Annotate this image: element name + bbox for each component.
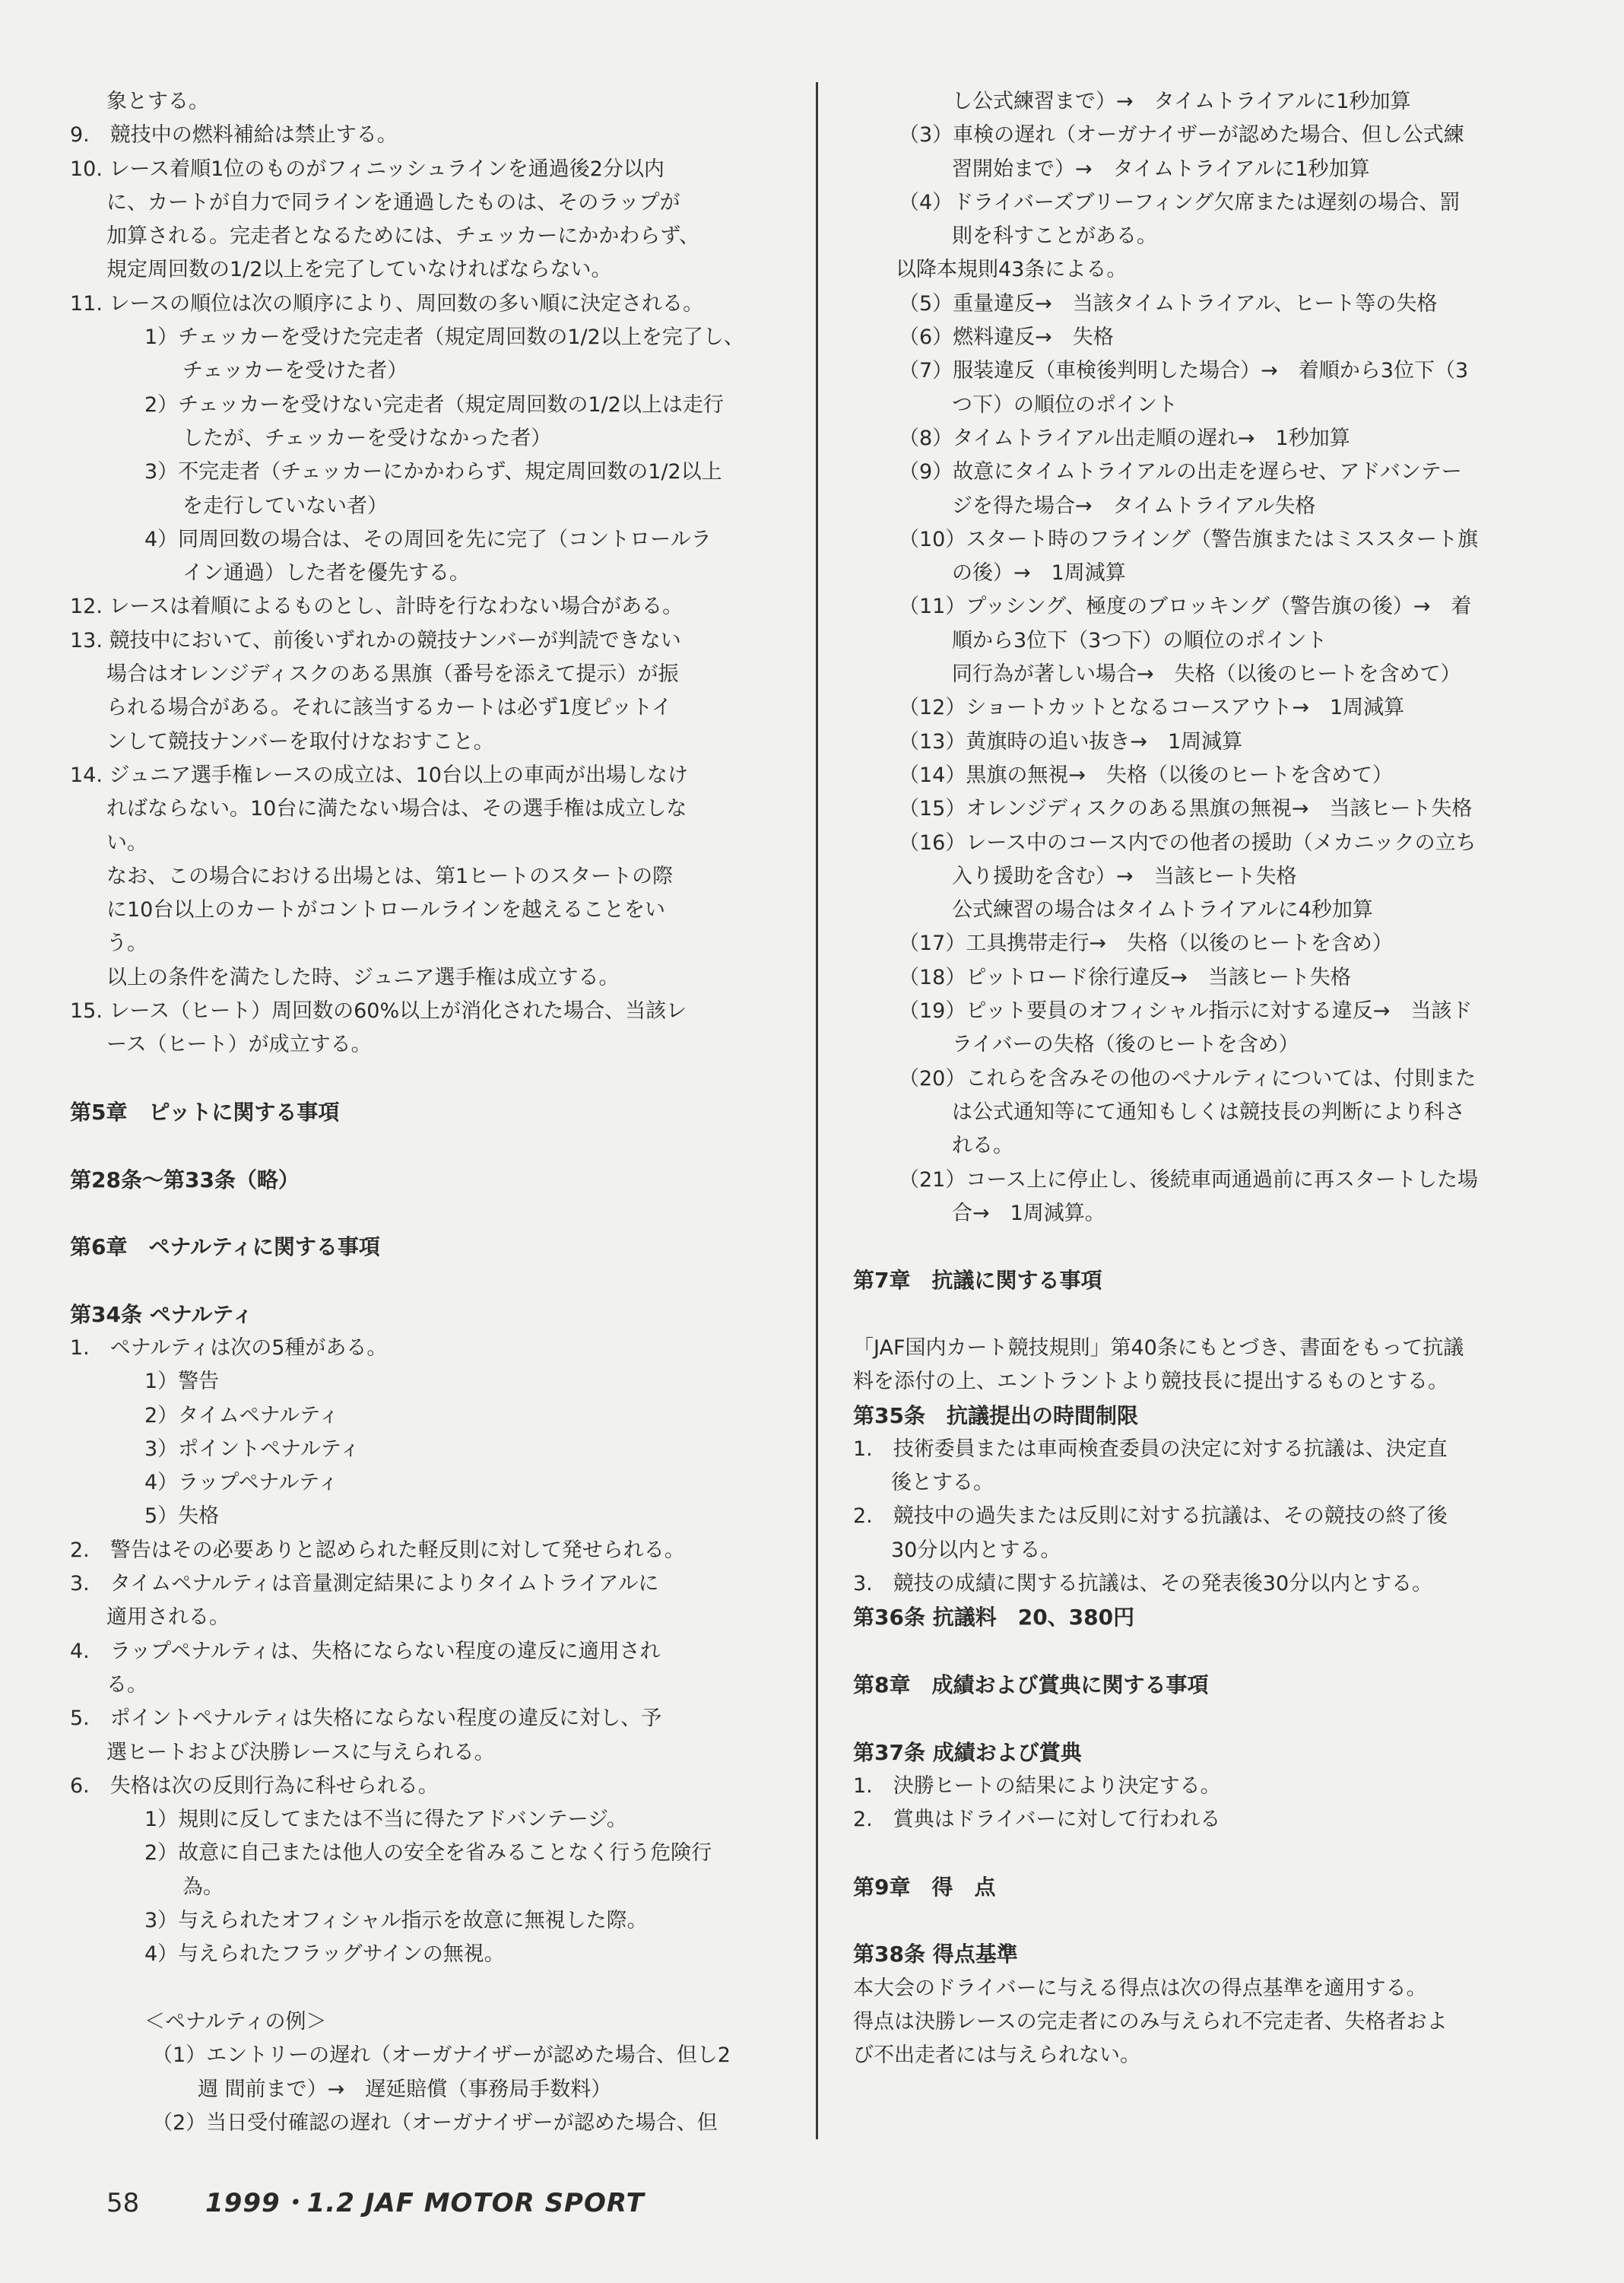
section-heading: 第7章 抗議に関する事項: [853, 1268, 1102, 1294]
text-line: 5. ポイントペナルティは失格にならない程度の違反に対し、予: [70, 1707, 662, 1731]
text-line: 3. 競技の成績に関する抗議は、その発表後30分以内とする。: [853, 1572, 1433, 1596]
text-line: 選ヒートおよび決勝レースに与えられる。: [106, 1740, 495, 1764]
text-line: 加算される。完走者となるためには、チェッカーにかかわらず、: [106, 224, 700, 249]
text-line: 2）タイムペナルティ: [144, 1403, 340, 1427]
text-line: つ下）の順位のポイント: [952, 392, 1178, 417]
spacer: [106, 1062, 776, 1096]
text-line: チェッカーを受けた者）: [182, 359, 408, 383]
text-line: （16）レース中のコース内での他者の援助（メカニックの立ち: [899, 830, 1477, 855]
text-line: は公式通知等にて通知もしくは競技長の判断により科さ: [952, 1100, 1465, 1124]
left-column: [70, 85, 776, 2140]
text-line: 週 間前まで）→ 遅延賠償（事務局手数料）: [198, 2077, 612, 2101]
text-line: 3）与えられたオフィシャル指示を故意に無視した際。: [144, 1909, 648, 1933]
text-line: 2. 競技中の過失または反則に対する抗議は、その競技の終了後: [853, 1504, 1448, 1529]
section-heading: 第6章 ペナルティに関する事項: [70, 1234, 380, 1260]
spacer: [106, 1972, 776, 2005]
text-line: 13. 競技中において、前後いずれかの競技ナンバーが判読できない: [70, 628, 681, 653]
text-line: （19）ピット要員のオフィシャル指示に対する違反→ 当該ド: [899, 999, 1473, 1024]
text-line: （1）エントリーの遅れ（オーガナイザーが認めた場合、但し2: [152, 2043, 731, 2068]
text-line: （11）プッシング、極度のブロッキング（警告旗の後）→ 着: [899, 595, 1472, 619]
text-line: 為。: [182, 1875, 224, 1899]
text-line: い。: [106, 830, 147, 855]
text-line: 公式練習の場合はタイムトライアルに4秒加算: [952, 898, 1373, 922]
text-line: 3. タイムペナルティは音量測定結果によりタイムトライアルに: [70, 1572, 659, 1596]
text-line: 9. 競技中の燃料補給は禁止する。: [70, 123, 398, 148]
text-line: 4）与えられたフラッグサインの無視。: [144, 1942, 505, 1967]
text-line: 2. 賞典はドライバーに対して行われる: [853, 1808, 1221, 1832]
text-line: 入り援助を含む）→ 当該ヒート失格: [952, 864, 1297, 888]
text-line: （5）重量違反→ 当該タイムトライアル、ヒート等の失格: [899, 291, 1438, 316]
text-line: ＜ペナルティの例＞: [144, 2009, 327, 2034]
text-line: 適用される。: [106, 1605, 230, 1630]
section-heading: 第36条 抗議料 20、380円: [853, 1605, 1135, 1630]
text-line: 後とする。: [891, 1471, 994, 1495]
text-line: 4）同周回数の場合は、その周回を先に完了（コントロールラ: [144, 527, 712, 551]
text-line: 2. 警告はその必要ありと認められた軽反則に対して発せられる。: [70, 1538, 685, 1562]
section-heading: 第28条〜第33条（略）: [70, 1167, 300, 1192]
text-line: 10. レース着順1位のものがフィニッシュラインを通過後2分以内: [70, 157, 665, 181]
section-heading: 第38条 得点基準: [853, 1942, 1018, 1967]
text-line: 12. レースは着順によるものとし、計時を行なわない場合がある。: [70, 595, 684, 619]
text-line: 15. レース（ヒート）周回数の60%以上が消化された場合、当該レ: [70, 999, 687, 1024]
section-heading: 第9章 得 点: [853, 1874, 996, 1900]
text-line: 4）ラップペナルティ: [144, 1471, 339, 1495]
text-line: 6. 失格は次の反則行為に科せられる。: [70, 1773, 439, 1798]
text-line: 1. ペナルティは次の5種がある。: [70, 1335, 388, 1360]
text-line: ース（ヒート）が成立する。: [106, 1033, 372, 1057]
text-line: 以降本規則43条による。: [896, 258, 1128, 282]
section-heading: 第35条 抗議提出の時間制限: [853, 1402, 1138, 1428]
text-line: （14）黒旗の無視→ 失格（以後のヒートを含めて）: [899, 763, 1393, 787]
text-line: （6）燃料違反→ 失格: [899, 325, 1114, 350]
text-line: 1）規則に反してまたは不当に得たアドバンテージ。: [144, 1808, 627, 1832]
text-line: 得点は決勝レースの完走者にのみ与えられ不完走者、失格者およ: [853, 2009, 1448, 2034]
text-line: られる場合がある。それに該当するカートは必ず1度ピットイ: [106, 696, 672, 720]
section-heading: 第5章 ピットに関する事項: [70, 1099, 340, 1125]
text-line: 1. 決勝ヒートの結果により決定する。: [853, 1773, 1221, 1798]
text-line: （21）コース上に停止し、後続車両通過前に再スタートした場: [899, 1167, 1479, 1192]
text-line: に、カートが自力で同ラインを通過したものは、そのラップが: [106, 190, 680, 214]
text-line: 規定周回数の1/2以上を完了していなければならない。: [106, 258, 612, 282]
text-line: （17）工具携帯走行→ 失格（以後のヒートを含め）: [899, 932, 1393, 956]
text-line: （8）タイムトライアル出走順の遅れ→ 1秒加算: [899, 426, 1350, 450]
text-line: （18）ピットロード徐行違反→ 当該ヒート失格: [899, 965, 1351, 989]
text-line: 以上の条件を満たした時、ジュニア選手権は成立する。: [106, 965, 620, 989]
text-line: （13）黄旗時の追い抜き→ 1周減算: [899, 729, 1243, 754]
text-line: れる。: [952, 1134, 1013, 1158]
spacer: [853, 1837, 1527, 1870]
section-heading: 第34条 ペナルティ: [70, 1301, 254, 1327]
text-line: の後）→ 1周減算: [952, 561, 1126, 586]
text-line: 3）ポイントペナルティ: [144, 1437, 360, 1461]
magazine-title: 1999・1.2 JAF MOTOR SPORT: [205, 2188, 645, 2218]
text-line: 場合はオレンジディスクのある黒旗（番号を添えて提示）が振: [106, 662, 679, 687]
spacer: [106, 1129, 776, 1163]
text-line: 則を科すことがある。: [952, 224, 1157, 249]
section-heading: 第8章 成績および賞典に関する事項: [853, 1672, 1209, 1697]
text-line: （3）車検の遅れ（オーガナイザーが認めた場合、但し公式練: [899, 123, 1464, 148]
text-line: 「JAF国内カート競技規則」第40条にもとづき、書面をもって抗議: [853, 1335, 1464, 1360]
text-line: （2）当日受付確認の遅れ（オーガナイザーが認めた場合、但: [152, 2110, 718, 2135]
text-line: に10台以上のカートがコントロールラインを越えることをい: [106, 898, 666, 922]
spacer: [853, 1904, 1527, 1938]
text-line: （15）オレンジディスクのある黒旗の無視→ 当該ヒート失格: [899, 797, 1473, 821]
text-line: ジを得た場合→ タイムトライアル失格: [952, 494, 1316, 518]
page-footer: [106, 2184, 645, 2222]
text-line: なお、この場合における出場とは、第1ヒートのスタートの際: [106, 864, 674, 888]
text-line: ればならない。10台に満たない場合は、その選手権は成立しな: [106, 797, 687, 821]
text-line: 2）チェッカーを受けない完走者（規定周回数の1/2以上は走行: [144, 392, 724, 417]
text-line: 1）警告: [144, 1370, 220, 1394]
text-line: （20）これらを含みその他のペナルティについては、付則また: [899, 1066, 1477, 1091]
text-line: （7）服装違反（車検後判明した場合）→ 着順から3位下（3: [899, 359, 1469, 383]
text-line: 14. ジュニア選手権レースの成立は、10台以上の車両が出場しなけ: [70, 763, 688, 787]
spacer: [853, 1298, 1527, 1332]
text-line: 1）チェッカーを受けた完走者（規定周回数の1/2以上を完了し、: [144, 325, 744, 350]
column-divider: [816, 82, 818, 2139]
text-line: 象とする。: [106, 90, 209, 113]
section-heading: 第37条 成績および賞典: [853, 1739, 1082, 1765]
spacer: [853, 1702, 1527, 1735]
text-line: 4. ラップペナルティは、失格にならない程度の違反に適用され: [70, 1639, 661, 1663]
text-line: 本大会のドライバーに与える得点は次の得点基準を適用する。: [853, 1976, 1427, 2000]
spacer: [853, 1230, 1527, 1264]
text-line: 11. レースの順位は次の順序により、周回数の多い順に決定される。: [70, 291, 704, 316]
text-line: 2）故意に自己または他人の安全を省みることなく行う危険行: [144, 1841, 712, 1865]
text-line: 合→ 1周減算。: [952, 1201, 1105, 1225]
text-line: イン通過）した者を優先する。: [182, 561, 470, 586]
text-line: し公式練習まで）→ タイムトライアルに1秒加算: [952, 90, 1411, 113]
spacer: [106, 1264, 776, 1297]
text-line: ンして競技ナンバーを取付けなおすこと。: [106, 729, 494, 754]
page-number: 58: [106, 2188, 140, 2218]
text-line: 順から3位下（3つ下）の順位のポイント: [952, 628, 1327, 653]
spacer: [106, 1197, 776, 1230]
text-line: （12）ショートカットとなるコースアウト→ 1周減算: [899, 696, 1405, 720]
text-line: る。: [106, 1672, 147, 1697]
text-line: 3）不完走者（チェッカーにかかわらず、規定周回数の1/2以上: [144, 460, 722, 484]
right-column: [853, 85, 1527, 2073]
text-line: ライバーの失格（後のヒートを含め）: [952, 1033, 1299, 1057]
text-line: 同行為が著しい場合→ 失格（以後のヒートを含めて）: [952, 662, 1461, 687]
text-line: （10）スタート時のフライング（警告旗またはミススタート旗: [899, 527, 1479, 551]
spacer: [853, 1635, 1527, 1669]
text-line: 料を添付の上、エントラントより競技長に提出するものとする。: [853, 1370, 1448, 1394]
text-line: したが、チェッカーを受けなかった者）: [182, 426, 552, 450]
text-line: 30分以内とする。: [891, 1538, 1061, 1562]
text-line: を走行していない者）: [182, 494, 388, 518]
text-line: 1. 技術委員または車両検査委員の決定に対する抗議は、決定直: [853, 1437, 1448, 1461]
text-line: （4）ドライバーズブリーフィング欠席または遅刻の場合、罰: [899, 190, 1461, 214]
text-line: 習開始まで）→ タイムトライアルに1秒加算: [952, 157, 1370, 181]
text-line: う。: [106, 932, 147, 956]
text-line: 5）失格: [144, 1504, 220, 1529]
text-line: （9）故意にタイムトライアルの出走を遅らせ、アドバンテー: [899, 460, 1462, 484]
text-line: び不出走者には与えられない。: [853, 2043, 1140, 2068]
